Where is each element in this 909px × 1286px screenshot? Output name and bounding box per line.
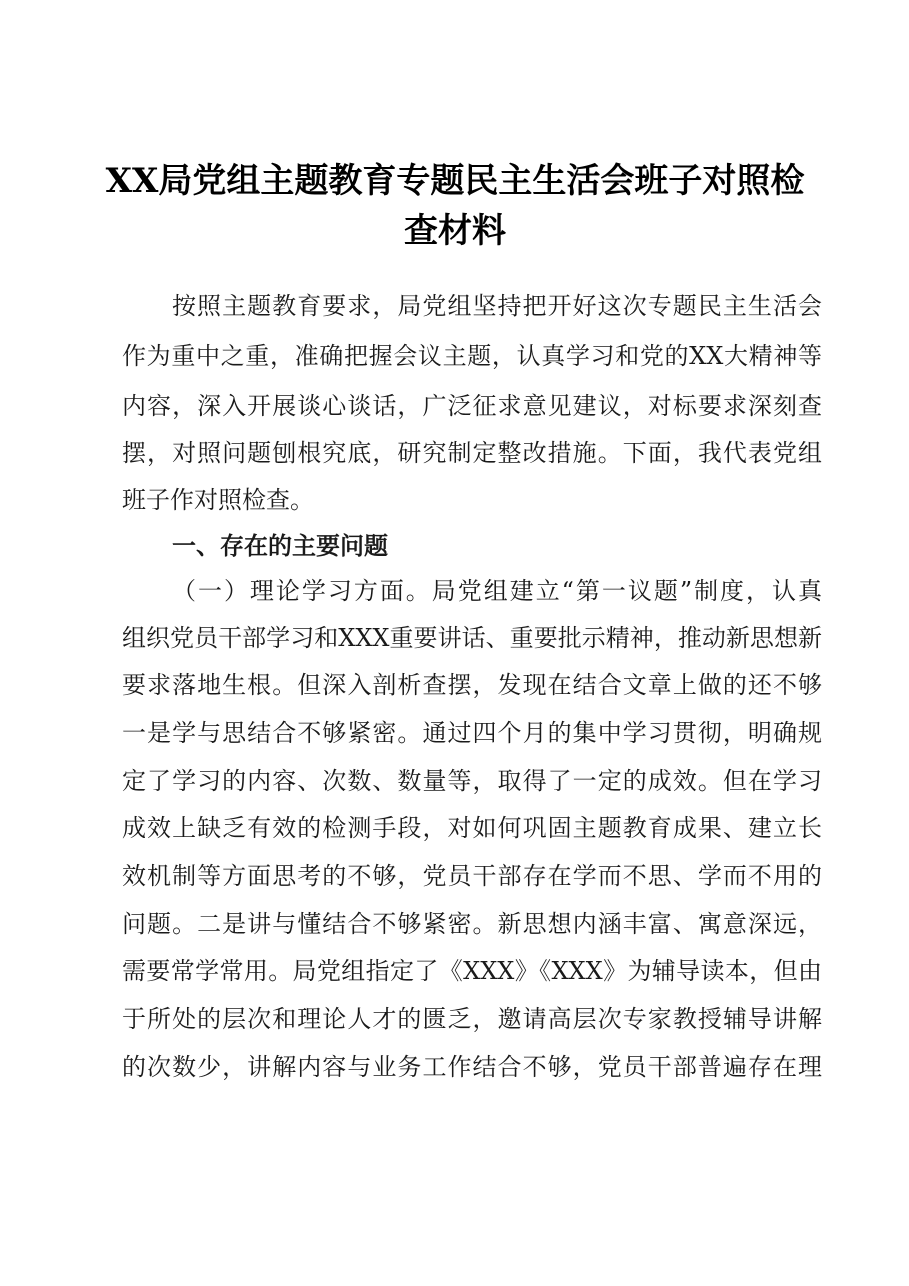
- body-paragraph-line: 效机制等方面思考的不够，党员干部存在学而不思、学而不用的: [122, 862, 822, 890]
- intro-paragraph-line: 作为重中之重，准确把握会议主题，认真学习和党的XX大精神等: [122, 342, 822, 370]
- body-paragraph-line: 于所处的层次和理论人才的匮乏，邀请高层次专家教授辅导讲解: [122, 1005, 822, 1033]
- body-paragraph-line: 成效上缺乏有效的检测手段，对如何巩固主题教育成果、建立长: [122, 814, 822, 842]
- body-paragraph-line: 组织党员干部学习和XXX重要讲话、重要批示精神，推动新思想新: [122, 624, 822, 652]
- body-paragraph-line: （一）理论学习方面。局党组建立“第一议题”制度，认真: [172, 577, 822, 605]
- body-paragraph-line: 问题。二是讲与懂结合不够紧密。新思想内涵丰富、寓意深远，: [122, 910, 822, 938]
- body-paragraph-line: 的次数少，讲解内容与业务工作结合不够，党员干部普遍存在理: [122, 1053, 822, 1081]
- body-paragraph-line: 需要常学常用。局党组指定了《XXX》《XXX》为辅导读本，但由: [122, 957, 822, 985]
- intro-paragraph-line: 班子作对照检查。: [122, 486, 314, 514]
- intro-paragraph-line: 内容，深入开展谈心谈话，广泛征求意见建议，对标要求深刻查: [122, 392, 822, 420]
- intro-paragraph-line: 摆，对照问题刨根究底，研究制定整改措施。下面，我代表党组: [122, 439, 822, 467]
- document-title-line-2: 查材料: [404, 211, 506, 251]
- body-paragraph-line: 定了学习的内容、次数、数量等，取得了一定的成效。但在学习: [122, 767, 822, 795]
- document-title-line-1: XX局党组主题教育专题民主生活会班子对照检: [105, 161, 805, 201]
- body-paragraph-line: 一是学与思结合不够紧密。通过四个月的集中学习贯彻，明确规: [122, 719, 822, 747]
- section-heading: 一、存在的主要问题: [172, 532, 388, 560]
- intro-paragraph-line: 按照主题教育要求，局党组坚持把开好这次专题民主生活会: [172, 292, 822, 320]
- body-paragraph-line: 要求落地生根。但深入剖析查摆，发现在结合文章上做的还不够: [122, 671, 822, 699]
